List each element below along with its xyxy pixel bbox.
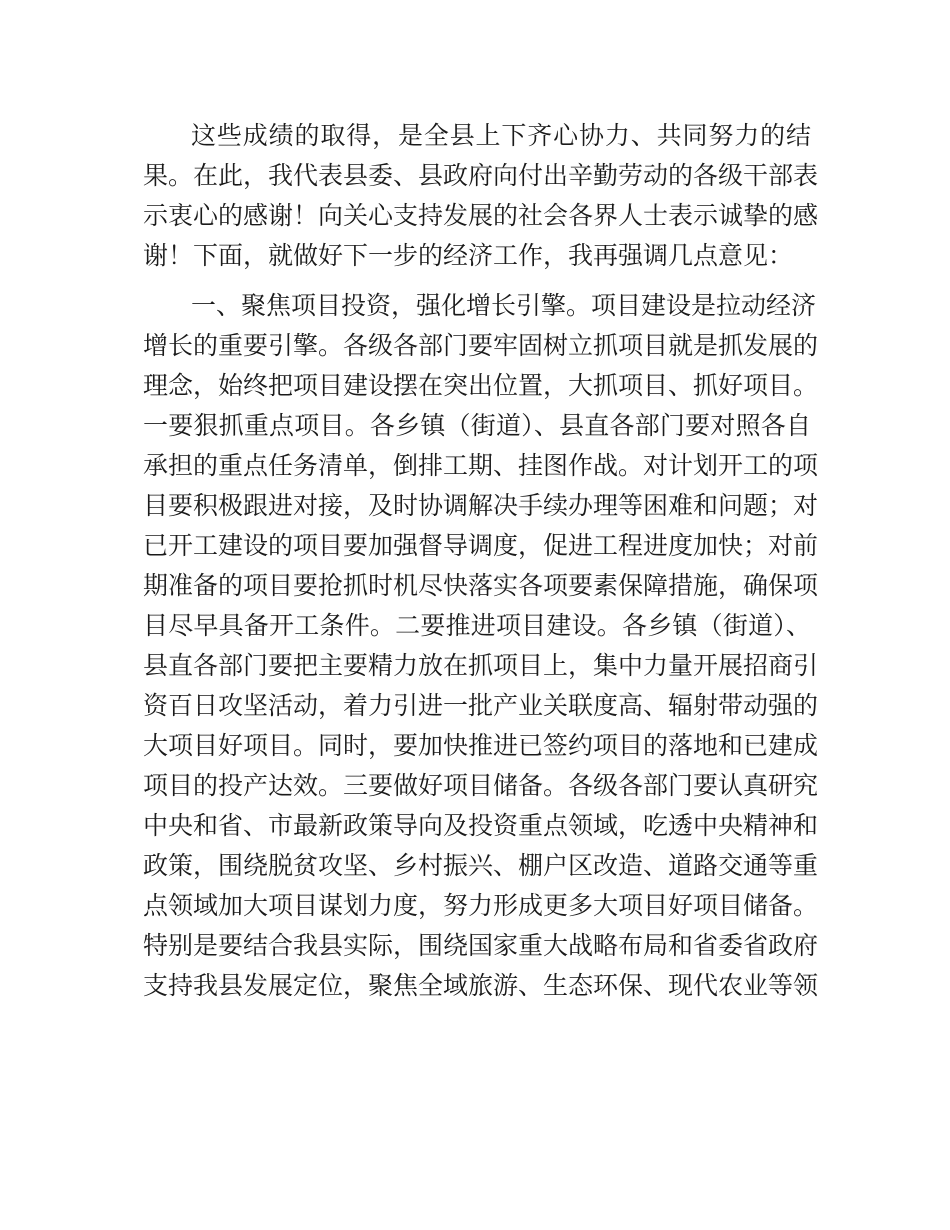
text-line: 中央和省、市最新政策导向及投资重点领域，吃透中央精神和: [143, 811, 819, 840]
text-line: 期准备的项目要抢抓时机尽快落实各项要素保障措施，确保项: [143, 571, 819, 600]
text-line: 谢！下面，就做好下一步的经济工作，我再强调几点意见：: [143, 241, 794, 270]
text-line: 一要狠抓重点项目。各乡镇（街道）、县直各部门要对照各自: [143, 411, 811, 440]
text-line: 一、聚焦项目投资，强化增长引擎。项目建设是拉动经济: [191, 291, 817, 320]
text-line: 这些成绩的取得，是全县上下齐心协力、共同努力的结: [191, 121, 811, 150]
paragraph-1: [143, 116, 819, 276]
text-line: 目尽早具备开工条件。二要推进项目建设。各乡镇（街道）、: [143, 611, 811, 640]
paragraph-2: [143, 286, 819, 1006]
text-line: 增长的重要引擎。各级各部门要牢固树立抓项目就是抓发展的: [143, 331, 819, 360]
text-line: 大项目好项目。同时，要加快推进已签约项目的落地和已建成: [143, 731, 819, 760]
text-line: 示衷心的感谢！向关心支持发展的社会各界人士表示诚挚的感: [143, 201, 819, 230]
text-line: 支持我县发展定位，聚焦全域旅游、生态环保、现代农业等领: [143, 971, 819, 1000]
text-line: 特别是要结合我县实际，围绕国家重大战略布局和省委省政府: [143, 931, 819, 960]
text-line: 目要积极跟进对接，及时协调解决手续办理等困难和问题；对: [143, 491, 819, 520]
document-body: [143, 116, 819, 1006]
paragraph-gap: [143, 276, 811, 286]
text-line: 资百日攻坚活动，着力引进一批产业关联度高、辐射带动强的: [143, 691, 819, 720]
text-line: 承担的重点任务清单，倒排工期、挂图作战。对计划开工的项: [143, 451, 819, 480]
text-line: 项目的投产达效。三要做好项目储备。各级各部门要认真研究: [143, 771, 819, 800]
text-line: 政策，围绕脱贫攻坚、乡村振兴、棚户区改造、道路交通等重: [143, 851, 819, 880]
text-line: 点领域加大项目谋划力度，努力形成更多大项目好项目储备。: [143, 891, 819, 920]
text-line: 县直各部门要把主要精力放在抓项目上，集中力量开展招商引: [143, 651, 819, 680]
text-line: 已开工建设的项目要加强督导调度，促进工程进度加快；对前: [143, 531, 819, 560]
text-line: 果。在此，我代表县委、县政府向付出辛勤劳动的各级干部表: [143, 161, 819, 190]
text-line: 理念，始终把项目建设摆在突出位置，大抓项目、抓好项目。: [143, 371, 819, 400]
